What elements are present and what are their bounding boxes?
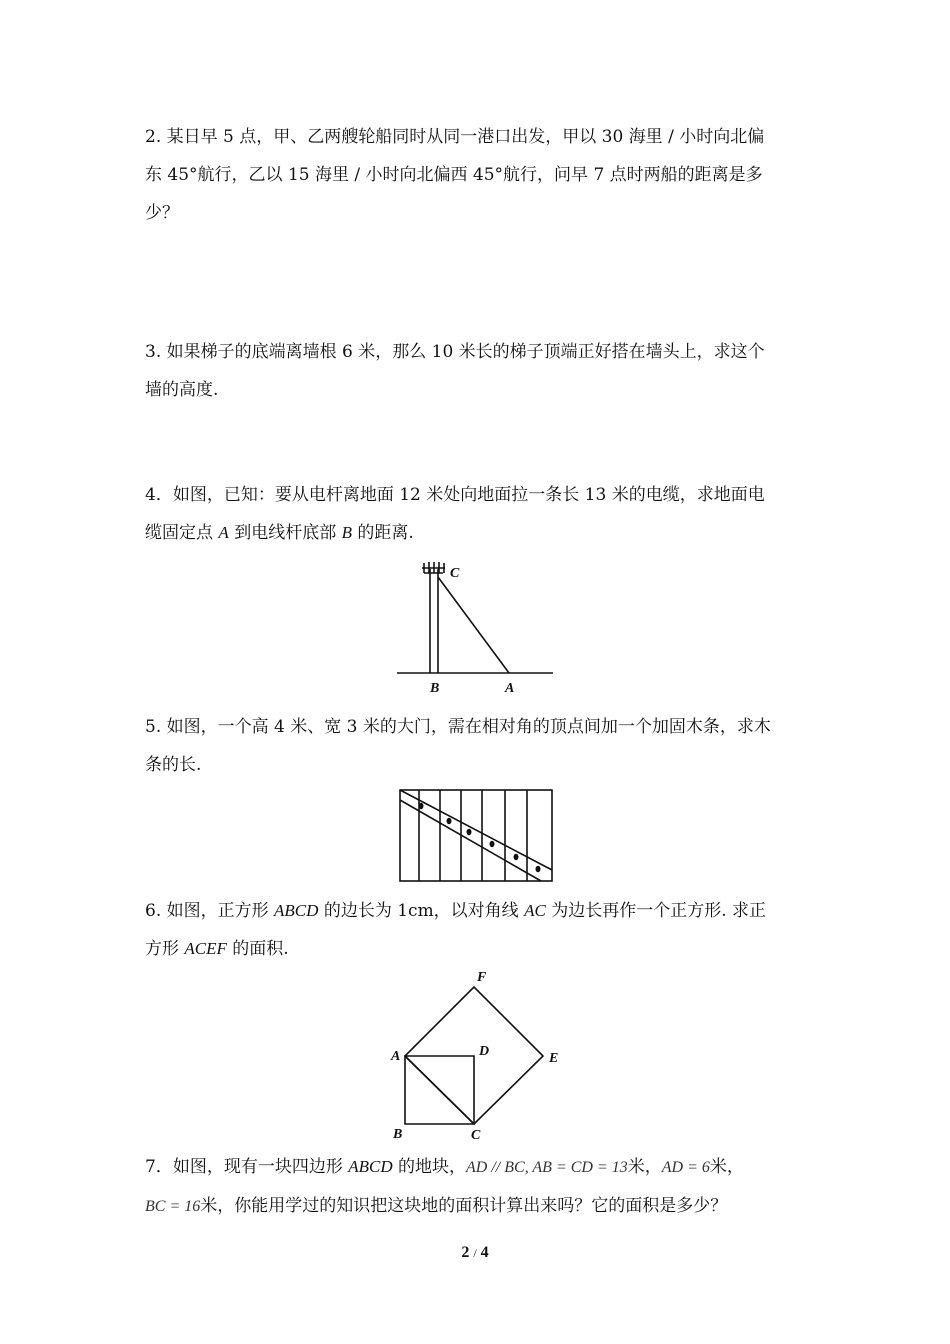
q7-text: 的地块， bbox=[392, 1157, 467, 1177]
gate-frame bbox=[400, 790, 552, 881]
brace-bottom-edge bbox=[400, 800, 541, 881]
question-6-line-2 bbox=[145, 930, 810, 968]
question-6-line-1 bbox=[145, 892, 810, 930]
q7-text: 米， bbox=[627, 1157, 662, 1177]
q6-text: 为边长再作一个正方形. 求正 bbox=[545, 901, 767, 921]
point-a-label: A bbox=[218, 523, 229, 542]
q6-text: 的边长为 1cm，以对角线 bbox=[318, 901, 525, 921]
page-total: 4 bbox=[480, 1244, 489, 1261]
q6-text: 方形 bbox=[145, 939, 185, 959]
question-4-line-2 bbox=[145, 514, 810, 552]
brace-top-edge bbox=[400, 790, 552, 870]
gate-figure bbox=[398, 788, 554, 884]
question-7 bbox=[145, 1148, 810, 1226]
vertex-c: C bbox=[471, 1128, 481, 1143]
q7-text: 7．如图，现有一块四边形 bbox=[145, 1157, 349, 1177]
page-separator: / bbox=[473, 1246, 477, 1260]
question-7-line-2 bbox=[145, 1187, 810, 1226]
question-5 bbox=[145, 708, 810, 784]
pole-cable-figure bbox=[390, 555, 560, 700]
q7-math-ad: AD = 6 bbox=[661, 1159, 710, 1176]
question-3-line-1: 3. 如果梯子的底端离墙根 6 米，那么 10 米长的梯子顶端正好搭在墙头上，求这个 bbox=[145, 342, 765, 362]
question-4 bbox=[145, 476, 810, 552]
question-5-line-1: 5. 如图，一个高 4 米、宽 3 米的大门，需在相对角的顶点间加一个加固木条，求木 bbox=[145, 717, 771, 737]
figure-label-b: B bbox=[430, 681, 440, 696]
page-number bbox=[0, 1244, 950, 1262]
squares-figure bbox=[385, 965, 570, 1145]
question-4-line-1: 4．如图，已知：要从电杆离地面 12 米处向地面拉一条长 13 米的电缆，求地面电 bbox=[145, 485, 765, 505]
quad-abcd-label: ABCD bbox=[348, 1157, 393, 1176]
question-2-line-2: 东 45°航行，乙以 15 海里 / 小时向北偏西 45°航行，问早 7 点时两船的距离是多 bbox=[145, 165, 763, 185]
question-2-line-3: 少？ bbox=[145, 203, 179, 223]
square-acef-label: ACEF bbox=[184, 939, 227, 958]
question-2 bbox=[145, 118, 810, 232]
figure-label-a: A bbox=[505, 681, 515, 696]
point-b-label: B bbox=[341, 523, 352, 542]
q4-text: 的距离. bbox=[352, 523, 414, 543]
q7-text: 米， bbox=[709, 1157, 744, 1177]
q6-text: 的面积. bbox=[226, 939, 289, 959]
page-current: 2 bbox=[461, 1244, 470, 1261]
q7-math-condition: AD // BC, AB = CD = 13 bbox=[466, 1159, 628, 1176]
q4-text: 到电线杆底部 bbox=[228, 523, 342, 543]
diagonal-ac-label: AC bbox=[524, 901, 546, 920]
vertex-e: E bbox=[549, 1051, 559, 1066]
vertex-d: D bbox=[479, 1044, 490, 1059]
q6-text: 6. 如图，正方形 bbox=[145, 901, 275, 921]
question-6 bbox=[145, 892, 810, 968]
square-abcd-label: ABCD bbox=[274, 901, 319, 920]
figure-label-c: C bbox=[450, 566, 460, 581]
q7-math-bc: BC = 16 bbox=[145, 1198, 201, 1215]
cable-line bbox=[438, 577, 509, 673]
q7-text: 米，你能用学过的知识把这块地的面积计算出来吗？它的面积是多少？ bbox=[200, 1196, 728, 1216]
vertex-b: B bbox=[393, 1127, 403, 1142]
vertex-a: A bbox=[391, 1049, 401, 1064]
q4-text: 缆固定点 bbox=[145, 523, 219, 543]
question-2-line-1: 2. 某日早 5 点，甲、乙两艘轮船同时从同一港口出发，甲以 30 海里 / 小时向北偏 bbox=[145, 127, 765, 147]
vertex-f: F bbox=[477, 970, 487, 985]
question-3-line-2: 墙的高度. bbox=[145, 380, 219, 400]
diagonal-ac bbox=[405, 1056, 474, 1124]
question-3 bbox=[145, 333, 810, 409]
question-7-line-1 bbox=[145, 1148, 810, 1187]
question-5-line-2: 条的长. bbox=[145, 755, 202, 775]
